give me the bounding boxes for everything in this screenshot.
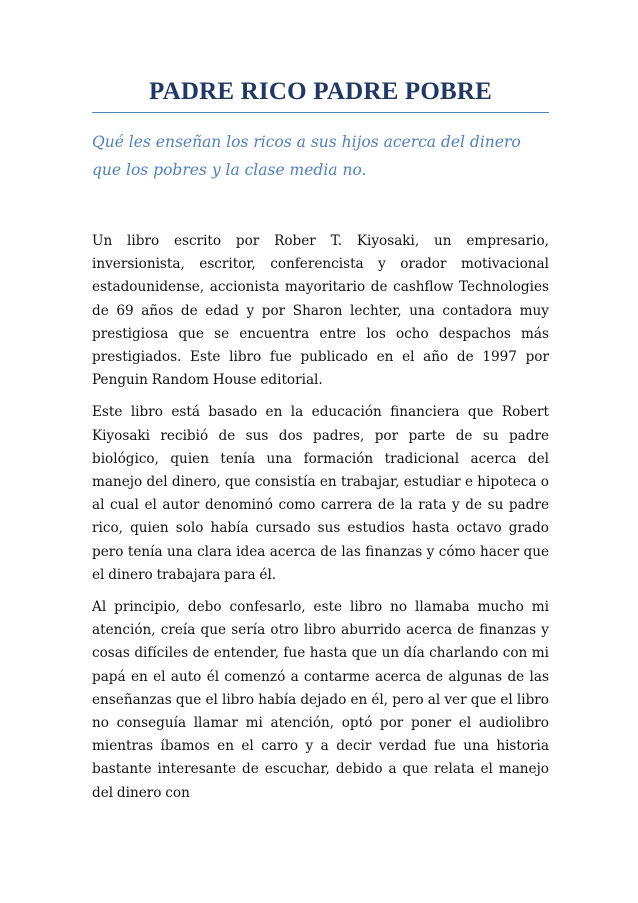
document-body [92,230,549,814]
document-subtitle: Qué les enseñan los ricos a sus hijos acerca del dinero que los pobres y la clase media no. [92,133,521,179]
title-divider [92,112,549,113]
paragraph: Un libro escrito por Rober T. Kiyosaki, un empresario, inversionista, escritor, conferencista y orador motivacional estadounidense, accionista mayoritario de cashflow Technologies de 69 años de edad y por Sharon lechter, una contadora muy prestigiosa que se encuentra entre los ocho despachos más prestigiados. Este libro fue publicado en el año de 1997 por Penguin Random House editorial. [92,233,549,389]
paragraph: Al principio, debo confesarlo, este libro no llamaba mucho mi atención, creía que sería otro libro aburrido acerca de finanzas y cosas difíciles de entender, fue hasta que un día charlando con mi papá en el auto él comenzó a contarme acerca de algunas de las enseñanzas que el libro había dejado en él, pero al ver que el libro no conseguía llamar mi atención, optó por poner el audiolibro mientras íbamos en el carro y a decir verdad fue una historia bastante interesante de escuchar, debido a que relata el manejo del dinero con [92,599,549,801]
paragraph: Este libro está basado en la educación financiera que Robert Kiyosaki recibió de sus dos padres, por parte de su padre biológico, quien tenía una formación tradicional acerca del manejo del dinero, que consistía en trabajar, estudiar e hipoteca o al cual el autor denominó como carrera de la rata y de su padre rico, quien solo había cursado sus estudios hasta octavo grado pero tenía una clara idea acerca de las finanzas y cómo hacer que el dinero trabajara para él. [92,404,549,583]
document-title: PADRE RICO PADRE POBRE [148,78,493,105]
